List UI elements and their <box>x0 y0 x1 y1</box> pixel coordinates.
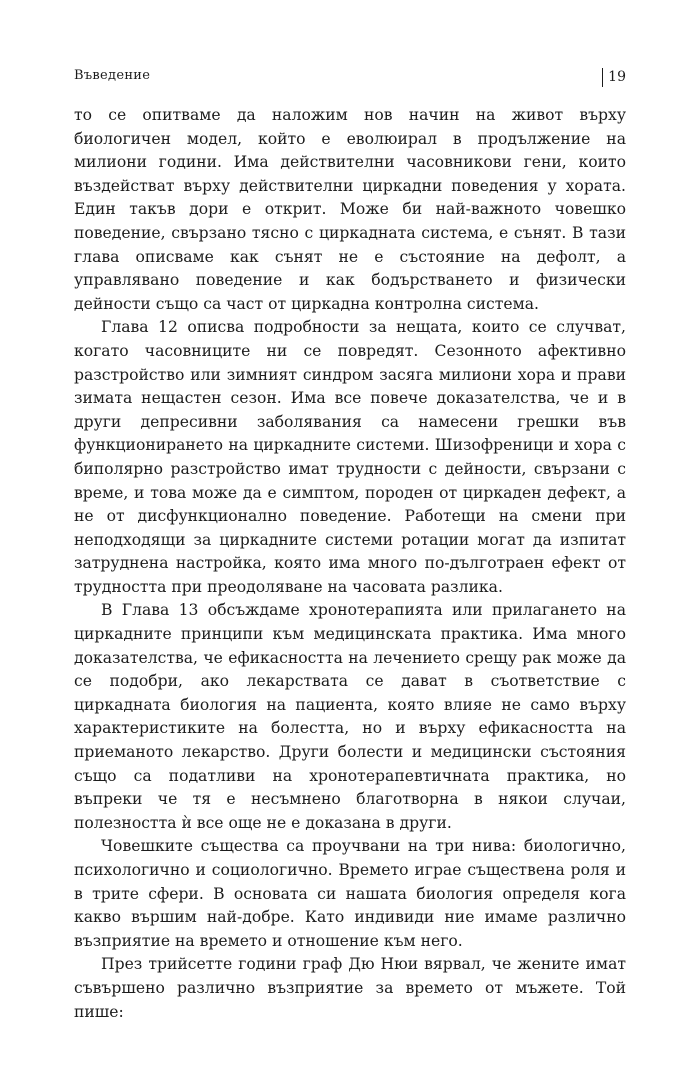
paragraph: Глава 12 описва подробности за нещата, които се случват, когато часовниците ни се повредят. Сезонното афективно разстройство или зимният синдром засяга милиони хора и прави зимата нещастен сезон. Има все повече доказателства, че и в други депресивни заболявания са намесени грешки във функционирането на циркадните системи. Шизофреници и хора с биполярно разстройство имат трудности с дейности, свързани с време, и това може да е симптом, породен от циркаден дефект, а не от дисфункционално поведение. Работещи на смени при неподходящи за циркадните системи ротации могат да изпитат затруднена настройка, която има много по-дълготраен ефект от трудността при преодоляване на часовата разлика. <box>74 318 626 596</box>
running-header <box>74 66 626 88</box>
page-number-group <box>602 66 626 88</box>
paragraph: Човешките същества са проучвани на три нива: биологично, психологично и социологично. Времето играе съществена роля и в трите сфери. В основата си нашата биология определя кога какво вършим най-добре. Като индивиди ние имаме различно възприятие на времето и отношение към него. <box>74 837 626 950</box>
paragraph: В Глава 13 обсъждаме хронотерапията или прилагането на циркадните принципи към медицинската практика. Има много доказателства, че ефикасността на лечението срещу рак може да се подобри, ако лекарствата се дават в съответствие с циркадната биология на пациента, която влияе не само върху характеристиките на болестта, но и върху ефикасността на приеманото лекарство. Други болести и медицински състояния също са податливи на хронотерапевтичната практика, но въпреки че тя е несъмнено благотворна в някои случаи, полезността ѝ все още не е доказана в други. <box>74 601 626 832</box>
page-number-divider <box>602 68 603 87</box>
paragraph: През трийсетте години граф Дю Нюи вярвал, че жените имат съвършено различно възприятие за времето от мъжете. Той пише: <box>74 955 626 1021</box>
body-text <box>74 104 626 1024</box>
section-title: Въведение <box>74 68 151 83</box>
paragraph: то се опитваме да наложим нов начин на живот върху биологичен модел, който е еволюирал в продължение на милиони години. Има действителни часовникови гени, които въздействат върху действителни циркадни поведения у хората. Един такъв дори е открит. Може би най-важното човешко поведение, свързано тясно с циркадната система, е сънят. В тази глава описваме как сънят не е състояние на дефолт, а управлявано поведение и как бодърстването и физически дейности също са част от циркадна контролна система. <box>74 106 626 313</box>
page-number: 19 <box>608 69 626 85</box>
